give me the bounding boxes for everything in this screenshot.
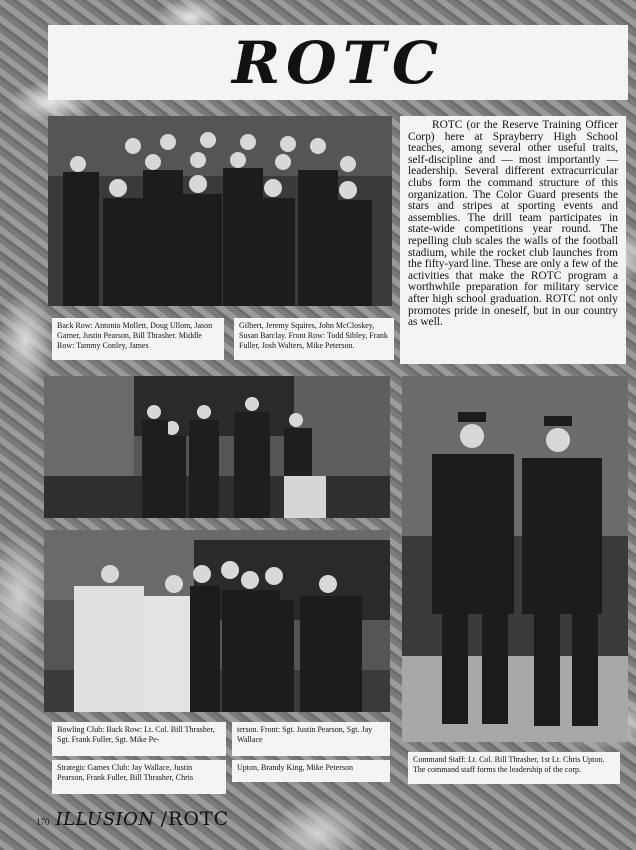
bowling-club-photo: [44, 530, 390, 712]
page-number: 170: [36, 817, 50, 827]
page-footer: [36, 808, 229, 830]
strategic-caption-left: Strategic Games Club: Jay Wallace, Justin Pearson, Frank Fuller, Bill Thrasher, Chris: [52, 760, 226, 794]
page-title: ROTC: [231, 28, 445, 97]
strategic-caption-right: Upton, Brandy King, Mike Peterson: [232, 760, 390, 782]
publication-name: ILLUSION: [55, 809, 155, 830]
bowling-caption-right: terson. Front: Sgt. Justin Pearson, Sgt. Jay Wallace: [232, 722, 390, 756]
bowling-caption-left: Bowling Club: Back Row: Lt. Col. Bill Thrasher, Sgt. Frank Fuller, Sgt. Mike Pe-: [52, 722, 226, 756]
command-staff-photo: [402, 376, 628, 742]
section-name: /ROTC: [160, 808, 230, 830]
group-photo: [48, 116, 392, 306]
group-photo-caption-right: Gilbert, Jeremy Squires, John McCloskey, Susan Barclay. Front Row: Todd Sibley, Frank Fuller, Josh Walters, Mike Peterson.: [234, 318, 394, 360]
body-text-box: [400, 116, 626, 364]
body-text: ROTC (or the Reserve Training Officer Corp) here at Sprayberry High School teaches, among several other useful traits, self-discipline and — most importantly — leadership. Several different extracurricular clubs form the command structure of this organization. The Color Guard presents the stars and stripes at sporting events and assemblies. The drill team participates in state-wide competitions year round. The repelling club scales the walls of the football stadium, while the rocket club launches from the fifty-yard line. These are only a few of the activities that make the ROTC program a worthwhile preparation for military service after high school graduation. ROTC not only promotes pride in oneself, but in our country as well.: [408, 119, 618, 329]
command-staff-caption: Command Staff: Lt. Col. Bill Thrasher, 1st Lt. Chris Upton. The command staff forms the leadership of the corp.: [408, 752, 620, 784]
strategic-games-photo: [44, 376, 390, 518]
title-banner: [48, 25, 628, 100]
group-photo-caption-left: Back Row: Antonio Mollett, Doug Ullom, Jason Garner, Justin Pearson, Bill Thrasher. Middle Row: Tammy Conley, James: [52, 318, 224, 360]
